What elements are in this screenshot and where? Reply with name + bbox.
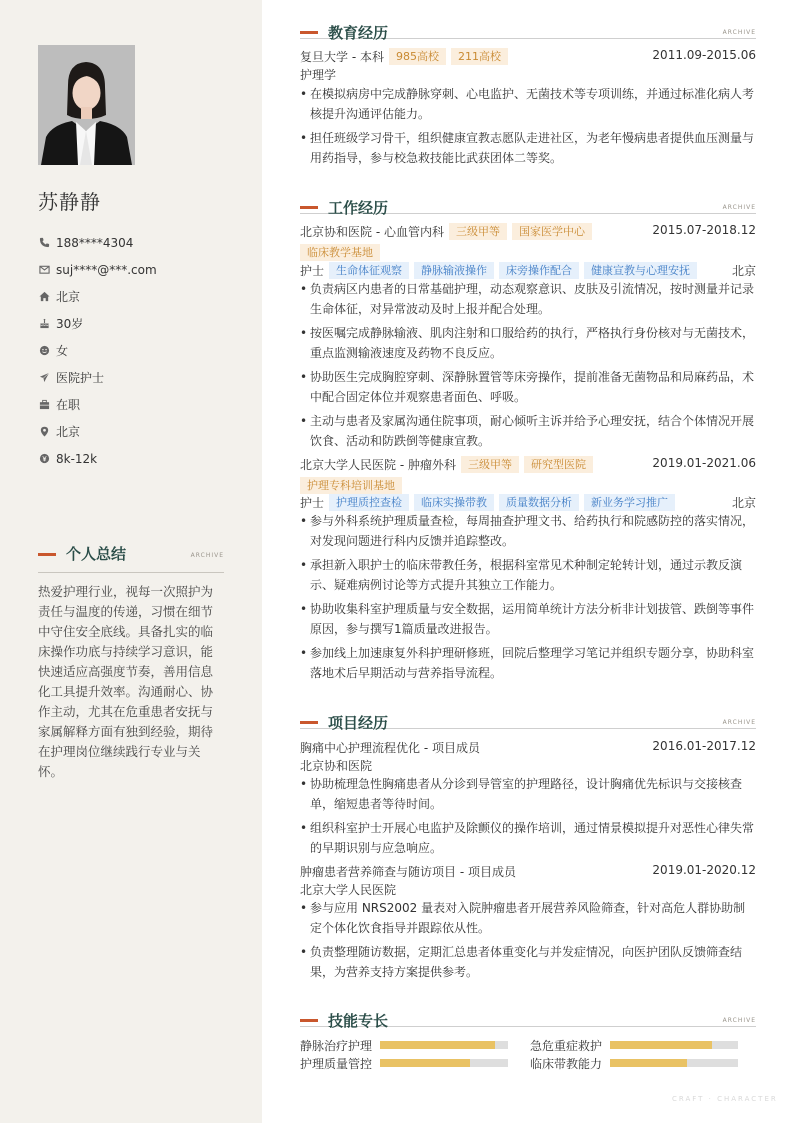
projects-title: 项目经历 — [328, 714, 389, 732]
job-bullet: • 协助收集科室护理质量与安全数据，运用简单统计方法分析非计划拔管、跌倒等事件原因，参与撰写1篇质量改进报告。 — [300, 599, 756, 639]
job-bullet: • 参与外科系统护理质量查检，每周抽查护理文书、给药执行和院感防控的落实情况，对发现问题进行科内反馈并追踪整改。 — [300, 511, 756, 551]
project-bullet: • 协助梳理急性胸痛患者从分诊到导管室的护理路径，设计胸痛优先标识与交接核查单，缩短患者等待时间。 — [300, 774, 756, 814]
location-icon — [38, 426, 50, 438]
project-bullet: • 组织科室护士开展心电监护及除颤仪的操作培训，通过情景模拟提升对恶性心律失常的早期识别与应急响应。 — [300, 818, 756, 858]
project-header-row — [300, 862, 756, 880]
summary-text: 热爱护理行业，视每一次照护为责任与温度的传递，习惯在细节中守住安全底线。具备扎实的临床操作功底与持续学习意识，能快速适应高强度节奏，善用信息化工具提升效率。沟通耐心、协作主动，尤其在危重患者安抚与家属解释方面有独到经验，期待在护理岗位继续践行专业与关怀。 — [38, 584, 214, 779]
education-major: 护理学 — [300, 67, 337, 82]
portrait-image — [38, 45, 135, 165]
project-org: 北京大学人民医院 — [300, 882, 397, 897]
org-badge: 研究型医院 — [524, 456, 593, 473]
briefcase-icon — [38, 399, 50, 411]
job-location: 北京 — [731, 496, 756, 510]
education-heading — [300, 11, 756, 42]
skill-tag: 静脉输液操作 — [414, 262, 494, 279]
project-header-row — [300, 738, 756, 756]
heading-accent-bar — [38, 553, 56, 556]
job-bullet: • 按医嘱完成静脉输液、肌肉注射和口服给药的执行，严格执行身份核对与无菌技术，重点监测输液速度及药物不良反应。 — [300, 323, 756, 363]
project-org: 北京协和医院 — [300, 758, 373, 773]
archive-tag: ARCHIVE — [722, 719, 756, 726]
education-header-row — [300, 47, 756, 65]
org-badge: 国家医学中心 — [512, 223, 592, 240]
org-badge: 三级甲等 — [461, 456, 519, 473]
skill-tag: 新业务学习推广 — [584, 494, 675, 511]
gender-icon — [38, 345, 50, 357]
archive-tag: ARCHIVE — [722, 1017, 756, 1024]
org-badge: 护理专科培训基地 — [300, 477, 402, 494]
job-bullet: • 负责病区内患者的日常基础护理，动态观察意识、皮肤及引流情况，按时测量并记录生命体征，对异常波动及时上报并配合处理。 — [300, 279, 756, 319]
skill-item — [300, 1036, 508, 1054]
skill-level-bar — [610, 1041, 738, 1049]
watermark: CRAFT · CHARACTER — [672, 1095, 778, 1103]
org-badge: 三级甲等 — [449, 223, 507, 240]
skill-name: 急危重症救护 — [530, 1038, 603, 1053]
summary-title: 个人总结 — [66, 545, 127, 563]
education-bullet: • 在模拟病房中完成静脉穿刺、心电监护、无菌技术等专项训练，并通过标准化病人考核提升沟通评估能力。 — [300, 84, 756, 124]
job-date: 2015.07-2018.12 — [652, 223, 756, 237]
skill-tag: 质量数据分析 — [499, 494, 579, 511]
info-gender: 女 — [38, 337, 238, 364]
archive-tag: ARCHIVE — [722, 29, 756, 36]
skill-tag: 护理质控查检 — [329, 494, 409, 511]
education-title: 教育经历 — [328, 24, 389, 42]
send-icon — [38, 372, 50, 384]
money-icon — [38, 453, 50, 465]
job-bullet: • 承担新入职护士的临床带教任务，根据科室常见术种制定轮转计划，通过示教反演示、疑难病例讨论等方式提升其独立工作能力。 — [300, 555, 756, 595]
job-location: 北京 — [731, 264, 756, 278]
skill-name: 静脉治疗护理 — [300, 1038, 373, 1053]
job-role: 护士 — [300, 495, 325, 510]
skill-tag: 临床实操带教 — [414, 494, 494, 511]
skill-level-fill — [380, 1041, 495, 1049]
job-role-row — [300, 261, 756, 279]
skill-tag: 床旁操作配合 — [499, 262, 579, 279]
skill-item — [530, 1054, 738, 1072]
job-header-row — [300, 455, 756, 473]
mail-icon — [38, 264, 50, 276]
info-age: 30岁 — [38, 310, 238, 337]
home-icon — [38, 291, 50, 303]
info-home: 北京 — [38, 283, 238, 310]
skill-name: 临床带教能力 — [530, 1056, 603, 1071]
skill-level-fill — [610, 1041, 712, 1049]
job-badge-row — [295, 243, 751, 261]
skill-item — [530, 1036, 738, 1054]
skill-level-fill — [380, 1059, 470, 1067]
skill-tag: 健康宣教与心理安抚 — [584, 262, 697, 279]
skills-title: 技能专长 — [328, 1012, 389, 1030]
project-bullet: • 参与应用 NRS2002 量表对入院肿瘤患者开展营养风险筛查，针对高危人群协助制定个体化饮食指导并跟踪依从性。 — [300, 898, 756, 938]
heading-accent-bar — [300, 31, 318, 34]
skill-level-fill — [610, 1059, 687, 1067]
archive-tag: ARCHIVE — [722, 204, 756, 211]
job-bullet: • 协助医生完成胸腔穿刺、深静脉置管等床旁操作，提前准备无菌物品和局麻药品，术中配合固定体位并观察患者面色、呼吸。 — [300, 367, 756, 407]
project-name: 肿瘤患者营养筛查与随访项目 - 项目成员 — [300, 864, 516, 879]
project-name: 胸痛中心护理流程优化 - 项目成员 — [300, 740, 480, 755]
education-bullet: • 担任班级学习骨干，组织健康宣教志愿队走进社区，为老年慢病患者提供血压测量与用药指导，参与校急救技能比武获团体二等奖。 — [300, 128, 756, 168]
job-badge-row — [295, 476, 751, 494]
info-status: 在职 — [38, 391, 238, 418]
work-title: 工作经历 — [328, 199, 389, 217]
sidebar — [0, 0, 262, 1123]
info-salary: 8k-12k — [38, 445, 238, 472]
contact-info-list — [38, 229, 238, 472]
school-badge: 211高校 — [451, 48, 508, 65]
project-date: 2019.01-2020.12 — [652, 863, 756, 877]
info-email: suj****@***.com — [38, 256, 238, 283]
project-date: 2016.01-2017.12 — [652, 739, 756, 753]
job-bullet: • 参加线上加速康复外科护理研修班，回院后整理学习笔记并组织专题分享，协助科室落地术后早期活动与营养指导流程。 — [300, 643, 756, 683]
profile-name: 苏静静 — [38, 190, 101, 214]
cake-icon — [38, 318, 50, 330]
info-position: 医院护士 — [38, 364, 238, 391]
job-org: 北京协和医院 - 心血管内科 — [300, 224, 444, 239]
work-heading — [300, 186, 756, 217]
job-org: 北京大学人民医院 - 肿瘤外科 — [300, 457, 456, 472]
archive-tag: ARCHIVE — [190, 552, 224, 559]
school-name: 复旦大学 - 本科 — [300, 49, 384, 64]
summary-heading — [38, 543, 224, 573]
projects-heading — [300, 701, 756, 732]
job-role-row — [300, 493, 756, 511]
job-header-row — [300, 222, 756, 240]
job-date: 2019.01-2021.06 — [652, 456, 756, 470]
phone-icon — [38, 237, 50, 249]
skill-name: 护理质量管控 — [300, 1056, 373, 1071]
job-bullet: • 主动与患者及家属沟通住院事项，耐心倾听主诉并给予心理安抚，结合个体情况开展饮食、活动和防跌倒等健康宣教。 — [300, 411, 756, 451]
org-badge: 临床教学基地 — [300, 244, 380, 261]
education-date: 2011.09-2015.06 — [652, 48, 756, 62]
school-badge: 985高校 — [389, 48, 446, 65]
skill-tag: 生命体征观察 — [329, 262, 409, 279]
skill-level-bar — [380, 1059, 508, 1067]
project-bullet: • 负责整理随访数据，定期汇总患者体重变化与并发症情况，向医护团队反馈筛查结果，为营养支持方案提供参考。 — [300, 942, 756, 982]
skill-level-bar — [380, 1041, 508, 1049]
profile-photo — [38, 45, 135, 165]
job-role: 护士 — [300, 263, 325, 278]
info-phone: 188****4304 — [38, 229, 238, 256]
skill-level-bar — [610, 1059, 738, 1067]
skill-item — [300, 1054, 508, 1072]
heading-accent-bar — [300, 721, 318, 724]
info-location: 北京 — [38, 418, 238, 445]
heading-accent-bar — [300, 206, 318, 209]
heading-accent-bar — [300, 1019, 318, 1022]
skills-heading — [300, 999, 756, 1030]
